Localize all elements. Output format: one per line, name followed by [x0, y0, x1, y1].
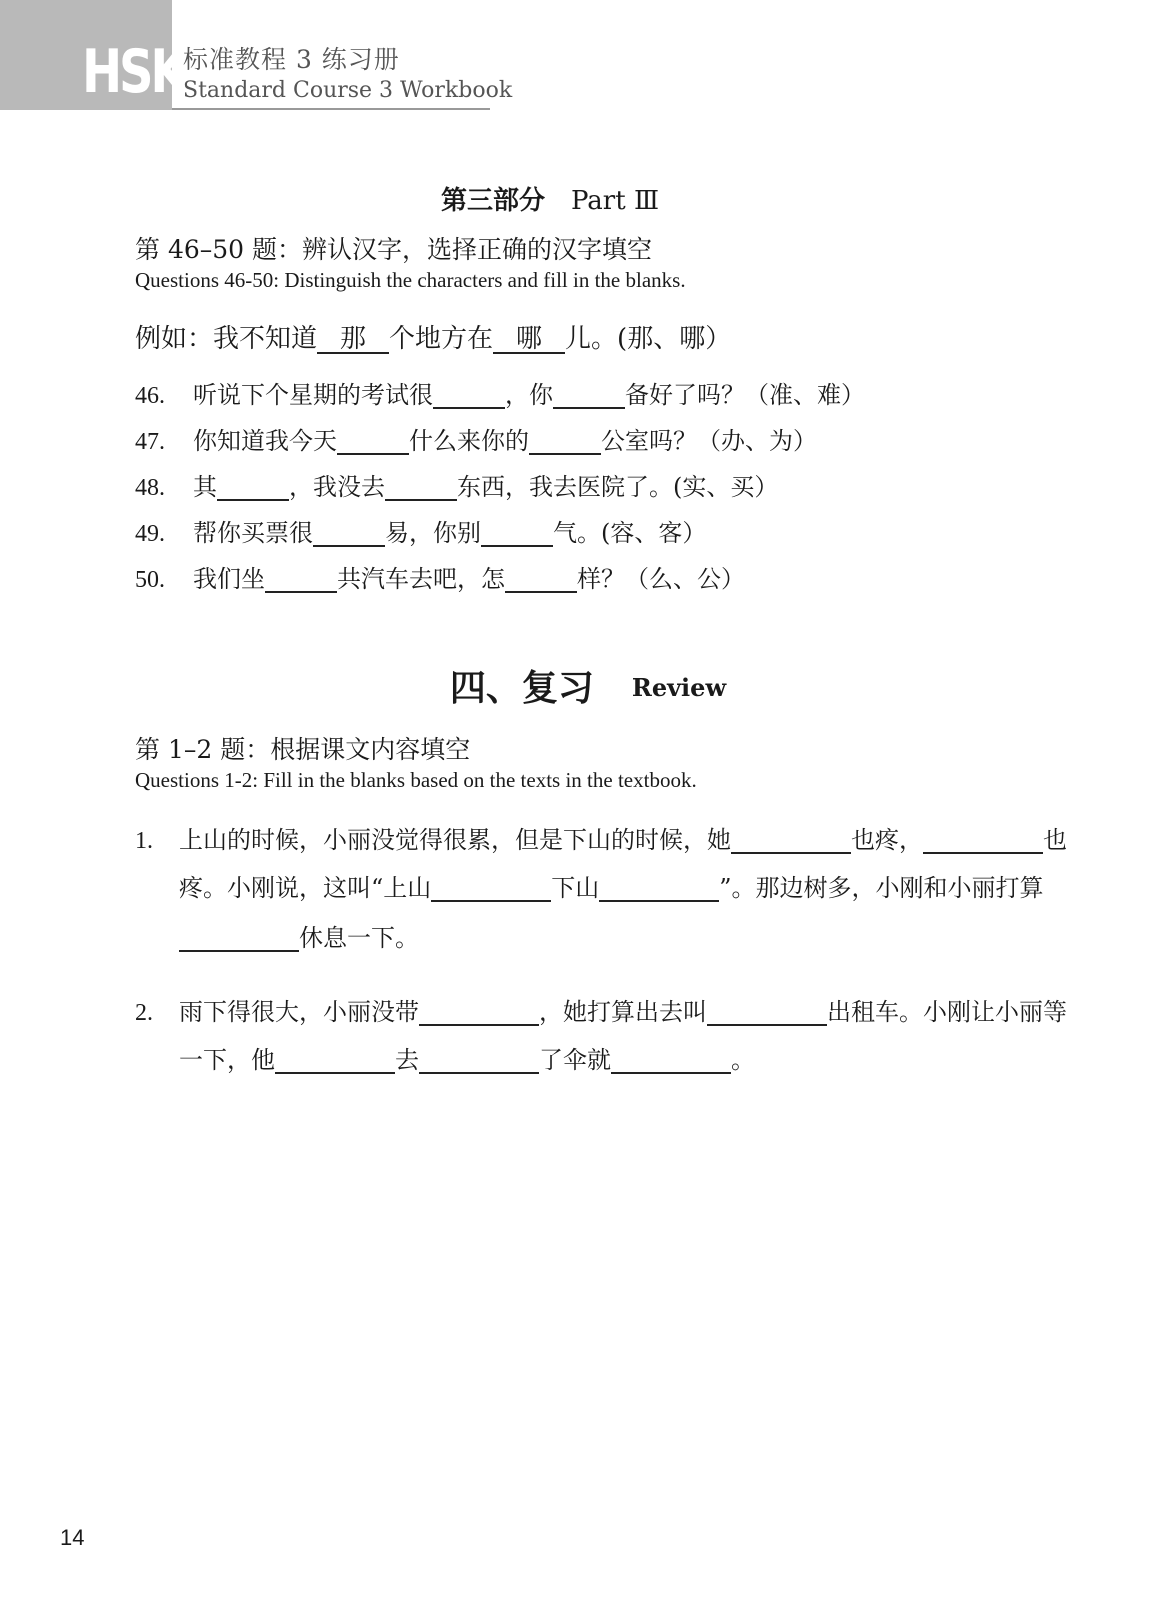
answer-blank[interactable] [419, 1002, 539, 1026]
question-text: 东西，我去医院了。(实、买） [457, 473, 779, 501]
review-instructions-en: Questions 1-2: Fill in the blanks based on the texts in the textbook. [135, 768, 697, 792]
question-text: 共汽车去吧，怎 [337, 565, 505, 593]
hsk-logo: HSK [82, 37, 185, 107]
question-text: 备好了吗？（准、难） [625, 381, 865, 409]
question-number: 50. [135, 567, 165, 593]
review-text: 一下，他 [179, 1046, 275, 1074]
review-text: 上山的时候，小丽没觉得很累，但是下山的时候，她 [179, 826, 731, 854]
answer-blank[interactable] [731, 830, 851, 854]
header-title-cn: 标准教程 3 练习册 [183, 45, 400, 74]
review-q1-number: 1. [135, 828, 153, 854]
review-text: ，她打算出去叫 [539, 998, 707, 1026]
header-divider [172, 108, 490, 110]
question-text: 帮你买票很 [193, 519, 313, 547]
question-text: 易，你别 [385, 519, 481, 547]
review-q2-line1 [135, 992, 1067, 1027]
review-text: 出租车。小刚让小丽等 [827, 998, 1067, 1026]
review-q2-line2 [179, 1040, 755, 1075]
question-text: 什么来你的 [409, 427, 529, 455]
answer-blank[interactable] [505, 569, 577, 593]
question-text: 我们坐 [193, 565, 265, 593]
instructions-cn: 第 46–50 题：辨认汉字，选择正确的汉字填空 [135, 235, 653, 264]
answer-blank[interactable] [275, 1050, 395, 1074]
question-48 [135, 467, 778, 502]
example-text-3: 儿。(那、哪） [565, 324, 732, 354]
review-title-en: Review [631, 673, 727, 702]
question-text: ，我没去 [289, 473, 385, 501]
review-q1-line2 [179, 868, 1044, 903]
question-number: 46. [135, 383, 165, 409]
answer-blank[interactable] [433, 385, 505, 409]
review-title-cn: 四、复习 [449, 667, 594, 709]
example-line [135, 318, 731, 355]
review-instructions-cn: 第 1–2 题：根据课文内容填空 [135, 735, 471, 764]
question-number: 49. [135, 521, 165, 547]
question-number: 47. [135, 429, 165, 455]
question-text: ，你 [505, 381, 553, 409]
answer-blank[interactable] [611, 1050, 731, 1074]
question-47 [135, 421, 817, 456]
review-text: 疼。小刚说，这叫“上山 [179, 874, 432, 902]
review-text: 下山 [551, 874, 600, 902]
header-title-en: Standard Course 3 Workbook [183, 78, 513, 103]
part-title-en: Part Ⅲ [570, 186, 660, 216]
question-text: 样？（么、公） [577, 565, 745, 593]
review-text: 休息一下。 [299, 924, 419, 952]
answer-blank[interactable] [419, 1050, 539, 1074]
answer-blank[interactable] [217, 477, 289, 501]
example-answer-1: 那 [317, 326, 389, 354]
question-text: 公室吗？（办、为） [601, 427, 817, 455]
answer-blank[interactable] [553, 385, 625, 409]
review-q2-number: 2. [135, 1000, 153, 1026]
example-text-1: 我不知道 [213, 324, 318, 354]
example-label: 例如： [135, 324, 214, 354]
review-text: 。 [731, 1046, 755, 1074]
example-text-2: 个地方在 [389, 324, 494, 354]
answer-blank[interactable] [599, 878, 719, 902]
question-text: 其 [193, 473, 217, 501]
review-text: 雨下得很大，小丽没带 [179, 998, 419, 1026]
answer-blank[interactable] [481, 523, 553, 547]
review-text: 也疼， [851, 826, 923, 854]
part-title [0, 180, 1100, 217]
answer-blank[interactable] [179, 928, 299, 952]
answer-blank[interactable] [385, 477, 457, 501]
review-text: ”。那边树多，小刚和小丽打算 [719, 874, 1044, 902]
page-number: 14 [60, 1525, 85, 1550]
answer-blank[interactable] [923, 830, 1043, 854]
answer-blank[interactable] [431, 878, 551, 902]
review-text: 也 [1043, 826, 1067, 854]
review-text: 去 [395, 1046, 419, 1074]
answer-blank[interactable] [707, 1002, 827, 1026]
question-46 [135, 375, 865, 410]
question-text: 你知道我今天 [193, 427, 337, 455]
answer-blank[interactable] [337, 431, 409, 455]
instructions-en: Questions 46-50: Distinguish the characters and fill in the blanks. [135, 268, 686, 292]
answer-blank[interactable] [529, 431, 601, 455]
answer-blank[interactable] [265, 569, 337, 593]
review-q1-line1 [135, 820, 1067, 855]
question-49 [135, 513, 706, 548]
review-q1-line3 [179, 918, 419, 953]
question-text: 听说下个星期的考试很 [193, 381, 433, 409]
question-number: 48. [135, 475, 165, 501]
answer-blank[interactable] [313, 523, 385, 547]
review-title [0, 660, 1176, 711]
question-50 [135, 559, 745, 594]
part-title-cn: 第三部分 [440, 186, 545, 216]
header-title [183, 44, 512, 106]
example-answer-2: 哪 [493, 326, 565, 354]
question-text: 气。(容、客） [553, 519, 707, 547]
review-text: 了伞就 [539, 1046, 611, 1074]
header-logo-box [0, 0, 185, 110]
